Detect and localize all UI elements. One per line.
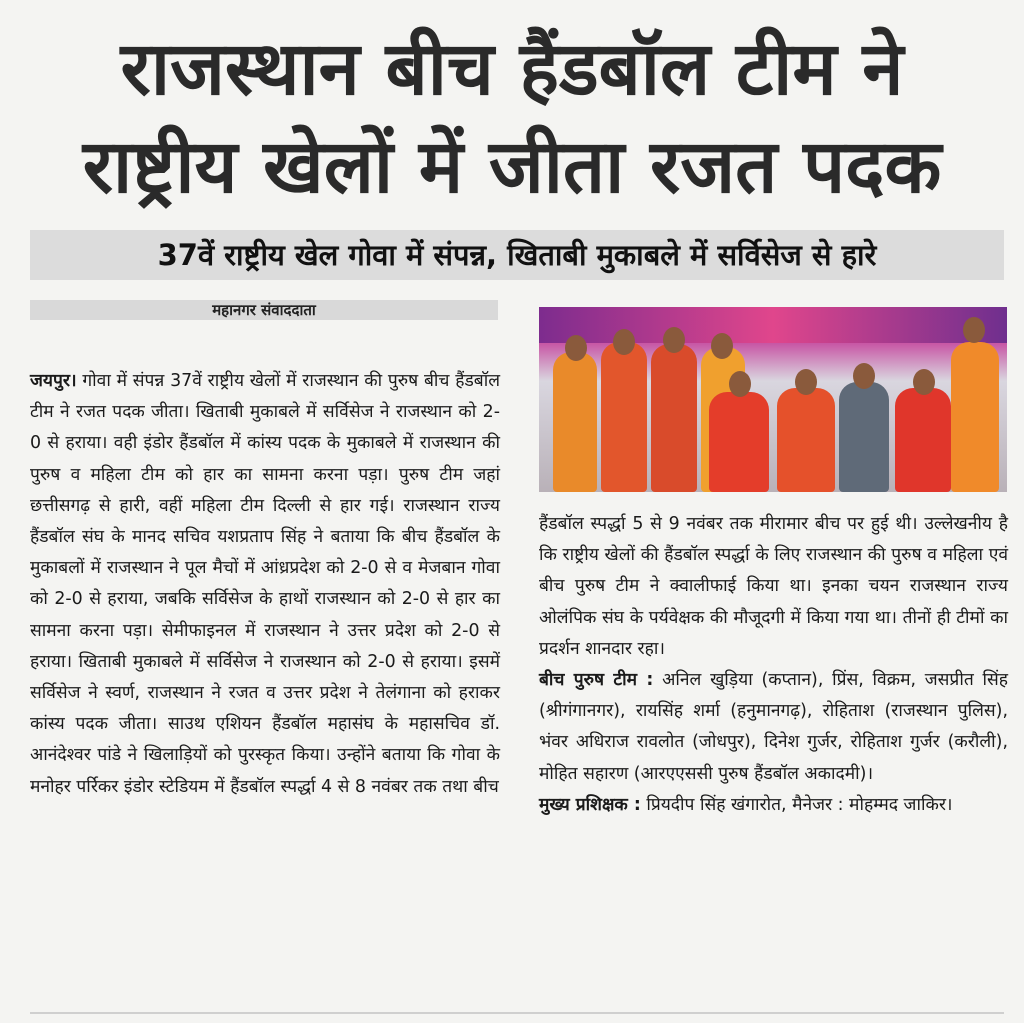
photo-head (795, 369, 817, 395)
photo-figure (895, 388, 951, 492)
article-text-right: हैंडबॉल स्पर्द्धा 5 से 9 नवंबर तक मीरामार बीच पर हुई थी। उल्लेखनीय है कि राष्ट्रीय खेलों की हैंडबॉल स्पर्द्धा के लिए राजस्थान की पुरुष व महिला एवं बीच पुरुष टीम ने क्वालीफाई किया था। इनका चयन राजस्थान राज्य ओलंपिक संघ के पर्यवेक्षक की मौजूदगी में किया गया था। तीनों ही टीमों का प्रदर्शन शानदार रहा। (539, 514, 1008, 659)
photo-head (663, 327, 685, 353)
photo-head (913, 369, 935, 395)
team-roster (539, 665, 1008, 790)
photo-head (613, 329, 635, 355)
photo-figure (951, 342, 999, 492)
article-column-right (539, 509, 1008, 821)
byline: महानगर संवाददाता (30, 300, 498, 320)
bottom-rule (30, 1012, 1004, 1014)
subheadline: 37वें राष्ट्रीय खेल गोवा में संपन्न, खिताबी मुकाबले में सर्विसेज से हारे (30, 230, 1004, 280)
coach-text: प्रियदीप सिंह खंगारोत, मैनेजर : मोहम्मद जाकिर। (646, 794, 953, 815)
photo-figure (709, 392, 769, 492)
headline-line-1: राजस्थान बीच हैंडबॉल टीम ने (120, 26, 904, 112)
photo-figure (839, 382, 889, 492)
photo-head (853, 363, 875, 389)
team-text: अनिल खुड़िया (कप्तान), प्रिंस, विक्रम, जसप्रीत सिंह (श्रीगंगानगर), रायसिंह शर्मा (हनुमानगढ़), रोहिताश (राजस्थान पुलिस), भंवर अधिराज रावलोत (जोधपुर), दिनेश गुर्जर, रोहिताश गुर्जर (करौली), मोहित सहारण (आरएएससी पुरुष हैंडबॉल अकादमी)। (539, 670, 1009, 784)
team-label: बीच पुरुष टीम : (539, 670, 654, 691)
coach-label: मुख्य प्रशिक्षक : (539, 794, 641, 815)
photo-head (565, 335, 587, 361)
dateline: जयपुर। (30, 371, 77, 391)
article-column-left (30, 366, 500, 803)
photo-figure (651, 344, 697, 492)
article-text-left: गोवा में संपन्न 37वें राष्ट्रीय खेलों में राजस्थान की पुरुष बीच हैंडबॉल टीम ने रजत पदक जीता। खिताबी मुकाबले में सर्विसेज ने राजस्थान को 2-0 से हराया। वही इंडोर हैंडबॉल में कांस्य पदक के मुकाबले में राजस्थान की पुरुष व महिला टीम को हार का सामना करना पड़ा। पुरुष टीम जहां छत्तीसगढ़ से हारी, वहीं महिला टीम दिल्ली से हार गई। राजस्थान राज्य हैंडबॉल संघ के मानद सचिव यशप्रताप सिंह ने बताया कि बीच हैंडबॉल के मुकाबलों में राजस्थान ने पूल मैचों में आंध्रप्रदेश को 2-0 से व मेजबान गोवा को 2-0 से हराया, जबकि सर्विसेज के हाथों राजस्थान को 2-0 से हार का सामना करना पड़ा। सेमीफाइनल में राजस्थान ने उत्तर प्रदेश को 2-0 से हराया। खिताबी मुकाबले में सर्विसेज ने राजस्थान को 2-0 से हराया। इसमें सर्विसेज ने स्वर्ण, राजस्थान ने रजत व उत्तर प्रदेश ने तेलंगाना को हराकर कांस्य पदक जीता। साउथ एशियन हैंडबॉल महासंघ के महासचिव डॉ. आनंदेश्वर पांडे ने खिलाड़ियों को पुरस्कृत किया। उन्होंने बताया कि गोवा के मनोहर पर्रिकर इंडोर स्टेडियम में हैंडबॉल स्पर्द्धा 4 से 8 नवंबर तक तथा बीच (30, 371, 500, 797)
team-photo (539, 307, 1007, 492)
photo-head (963, 317, 985, 343)
photo-figure (553, 352, 597, 492)
photo-head (729, 371, 751, 397)
headline-line-2: राष्ट्रीय खेलों में जीता रजत पदक (82, 124, 942, 210)
coach-line (539, 790, 1008, 821)
photo-figure (601, 342, 647, 492)
headline (20, 20, 1004, 216)
photo-banner (539, 307, 1007, 343)
photo-head (711, 333, 733, 359)
photo-figure (777, 388, 835, 492)
